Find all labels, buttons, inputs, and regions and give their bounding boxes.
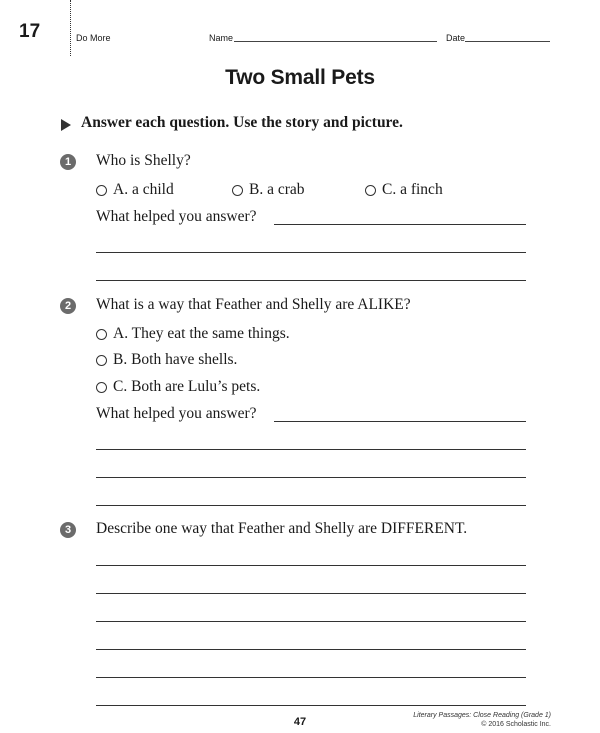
radio-circle-icon: [96, 329, 107, 340]
question-1-helped-answer-line[interactable]: [274, 224, 526, 225]
question-2-answer-line[interactable]: [96, 449, 526, 450]
question-1-answer-line[interactable]: [96, 252, 526, 253]
question-1-helped-label: What helped you answer?: [96, 208, 257, 225]
date-label: Date: [446, 33, 466, 43]
page-number: 47: [293, 716, 307, 728]
question-2-number: 2: [60, 298, 76, 314]
radio-circle-icon: [232, 185, 243, 196]
question-1-option-c[interactable]: C. a finch: [365, 181, 443, 199]
copyright-credit: [380, 711, 551, 729]
question-2-helped-answer-line[interactable]: [274, 421, 526, 422]
question-1-option-a[interactable]: A. a child: [96, 181, 174, 199]
question-1-text: Who is Shelly?: [96, 152, 191, 169]
credit-title: Literary Passages: Close Reading (Grade 1): [413, 712, 551, 719]
question-3-answer-line[interactable]: [96, 621, 526, 622]
question-2-option-a[interactable]: A. They eat the same things.: [96, 325, 290, 343]
credit-copyright: © 2016 Scholastic Inc.: [481, 721, 551, 728]
date-field[interactable]: [465, 41, 550, 42]
header-divider: [70, 0, 71, 56]
radio-circle-icon: [96, 355, 107, 366]
radio-circle-icon: [96, 382, 107, 393]
page-title: Two Small Pets: [225, 66, 375, 89]
question-2-option-c[interactable]: C. Both are Lulu’s pets.: [96, 378, 260, 396]
section-label: Do More: [76, 33, 111, 43]
question-1-answer-line[interactable]: [96, 280, 526, 281]
question-3-number: 3: [60, 522, 76, 538]
question-3-answer-line[interactable]: [96, 649, 526, 650]
question-3-answer-line[interactable]: [96, 705, 526, 706]
name-field[interactable]: [234, 41, 437, 42]
question-2-answer-line[interactable]: [96, 505, 526, 506]
activity-number: 17: [19, 21, 41, 42]
question-1-number: 1: [60, 154, 76, 170]
question-2-helped-label: What helped you answer?: [96, 405, 257, 422]
play-arrow-icon: [61, 119, 71, 131]
question-2-answer-line[interactable]: [96, 477, 526, 478]
radio-circle-icon: [365, 185, 376, 196]
question-3-answer-line[interactable]: [96, 565, 526, 566]
radio-circle-icon: [96, 185, 107, 196]
name-label: Name: [209, 33, 234, 43]
instructions: Answer each question. Use the story and picture.: [81, 114, 403, 131]
question-3-answer-line[interactable]: [96, 677, 526, 678]
question-3-text: Describe one way that Feather and Shelly are DIFFERENT.: [96, 520, 468, 537]
question-3-answer-line[interactable]: [96, 593, 526, 594]
question-2-text: What is a way that Feather and Shelly are ALIKE?: [96, 296, 411, 313]
question-1-option-b[interactable]: B. a crab: [232, 181, 305, 199]
question-2-option-b[interactable]: B. Both have shells.: [96, 351, 237, 369]
